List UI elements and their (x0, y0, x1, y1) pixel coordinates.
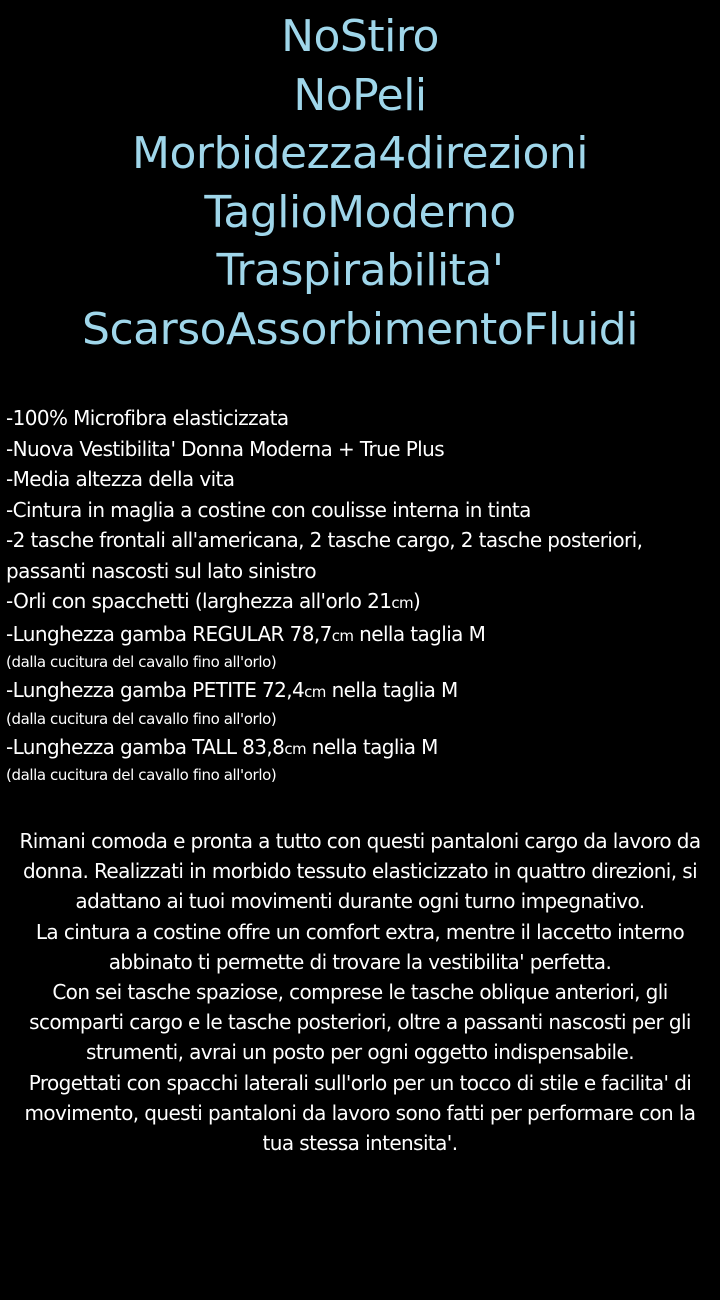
spec-rise: -Media altezza della vita (6, 467, 235, 491)
description-paragraph: Rimani comoda e pronta a tutto con questi pantaloni cargo da lavoro da donna. Realizzati in morbido tessuto elasticizzato in quattro direzioni, si adattano ai tuoi movimenti durante ogni turno impegnativo. (19, 829, 701, 914)
spec-regular-unit: cm (331, 626, 354, 645)
features-headline (0, 8, 720, 359)
spec-tall-unit: cm (284, 739, 306, 758)
spec-regular-size: nella taglia M (353, 621, 486, 646)
spec-hem-unit: cm (391, 594, 413, 612)
spec-list (6, 403, 714, 788)
spec-hem-text: -Orli con spacchetti (larghezza all'orlo 21 (6, 589, 392, 613)
description-paragraph: Progettati con spacchi laterali sull'orlo per un tocco di stile e facilita' di movimento, questi pantaloni da lavoro sono fatti per performare con la tua stessa intensita'. (24, 1070, 696, 1156)
spec-tall-length (6, 732, 714, 765)
spec-pockets: -2 tasche frontali all'americana, 2 tasche cargo, 2 tasche posteriori, passanti nascosti sul lato sinistro (6, 528, 643, 583)
feature-title: NoStiro (281, 11, 439, 62)
spec-petite-note: (dalla cucitura del cavallo fino all'orlo) (6, 709, 277, 728)
spec-hem-close: ) (413, 589, 421, 613)
spec-petite-unit: cm (304, 683, 326, 701)
spec-waistband: -Cintura in maglia a costine con coulisse interna in tinta (6, 497, 531, 522)
description-paragraph: La cintura a costine offre un comfort extra, mentre il laccetto interno abbinato ti permette di trovare la vestibilita' perfetta. (35, 919, 685, 974)
feature-title: TaglioModerno (204, 186, 516, 238)
spec-tall-size: nella taglia M (305, 734, 438, 759)
product-description (8, 826, 712, 1158)
feature-title: Morbidezza4direzioni (132, 128, 588, 179)
spec-regular-length (6, 619, 714, 652)
spec-tall-note: (dalla cucitura del cavallo fino all'orlo) (6, 766, 277, 784)
spec-fit: -Nuova Vestibilita' Donna Moderna + True Plus (6, 436, 445, 461)
spec-tall-text: -Lunghezza gamba TALL 83,8 (6, 734, 285, 759)
spec-petite-length (6, 675, 714, 708)
feature-title: Traspirabilita' (216, 245, 504, 296)
spec-hem (6, 586, 714, 619)
spec-petite-text: -Lunghezza gamba PETITE 72,4 (6, 678, 305, 702)
spec-regular-text: -Lunghezza gamba REGULAR 78,7 (6, 621, 332, 646)
spec-fabric: -100% Microfibra elasticizzata (6, 406, 289, 430)
description-paragraph: Con sei tasche spaziose, comprese le tasche oblique anteriori, gli scomparti cargo e le tasche posteriori, oltre a passanti nascosti per gli strumenti, avrai un posto per ogni oggetto indispensabile. (29, 980, 691, 1065)
spec-petite-size: nella taglia M (325, 678, 458, 702)
feature-title: NoPeli (293, 69, 427, 121)
feature-title: ScarsoAssorbimentoFluidi (82, 303, 638, 355)
spec-regular-note: (dalla cucitura del cavallo fino all'orlo) (6, 653, 277, 671)
